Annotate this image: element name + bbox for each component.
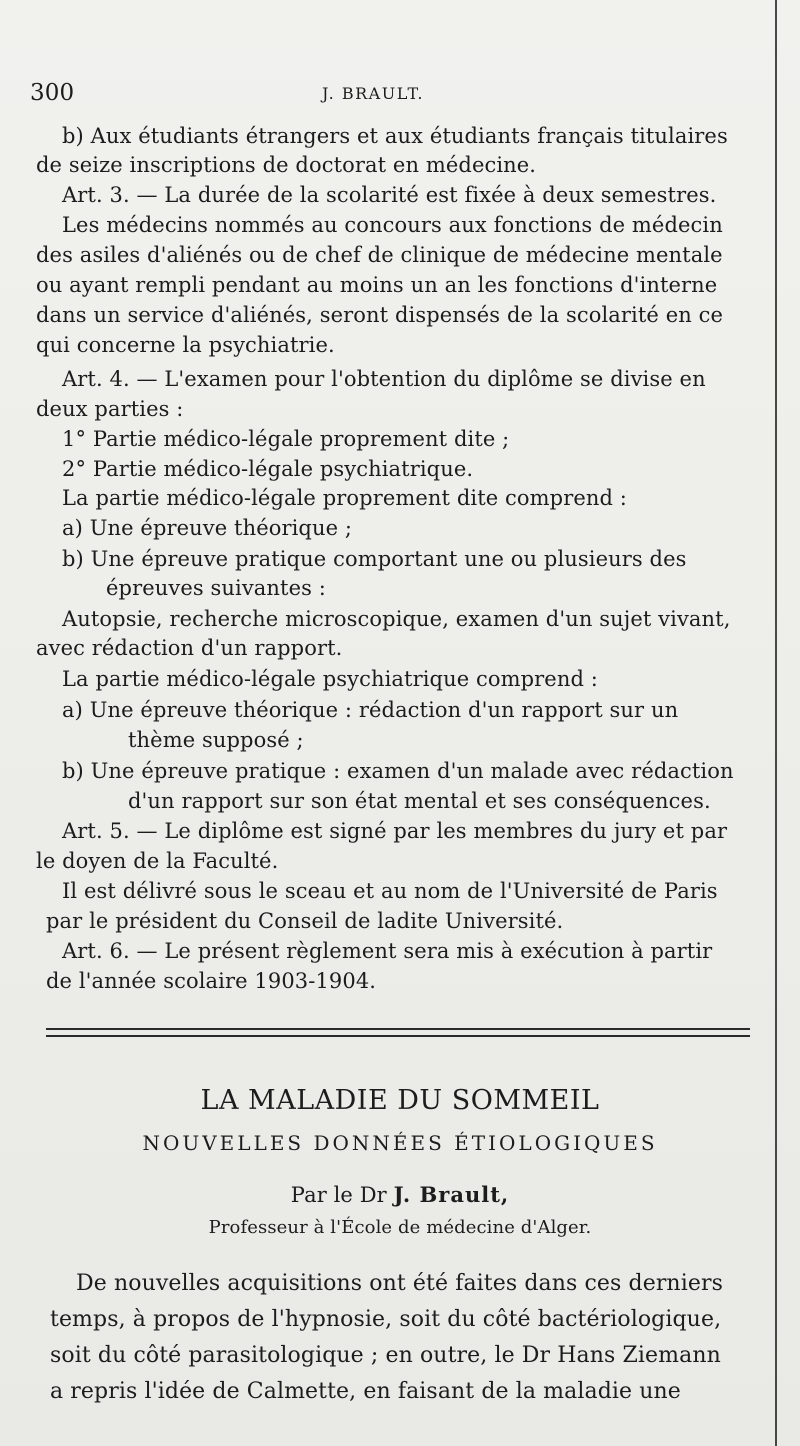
page-number: 300 [30, 80, 75, 106]
text-line: de l'année scolaire 1903-1904. [46, 969, 377, 993]
text-line: le doyen de la Faculté. [36, 849, 279, 873]
text-line: soit du côté parasitologique ; en outre, le Dr Hans Ziemann [50, 1343, 721, 1368]
text-line: Autopsie, recherche microscopique, examen d'un sujet vivant, [62, 607, 731, 631]
text-line: Art. 4. — L'examen pour l'obtention du diplôme se divise en [62, 367, 706, 391]
text-line: qui concerne la psychiatrie. [36, 333, 335, 357]
running-head: J. BRAULT. [322, 84, 424, 103]
text-line: de seize inscriptions de doctorat en médecine. [36, 153, 537, 177]
article-author [0, 1180, 800, 1210]
text-line: d'un rapport sur son état mental et ses conséquences. [128, 789, 711, 813]
text-line: b) Aux étudiants étrangers et aux étudiants français titulaires [62, 124, 728, 148]
text-line: dans un service d'aliénés, seront dispensés de la scolarité en ce [36, 303, 724, 327]
text-line: b) Une épreuve pratique : examen d'un malade avec rédaction [62, 759, 734, 783]
text-line: 2° Partie médico-légale psychiatrique. [62, 457, 474, 481]
text-line: thème supposé ; [128, 728, 304, 752]
text-line: a) Une épreuve théorique : rédaction d'un rapport sur un [62, 698, 679, 722]
article-title: LA MALADIE DU SOMMEIL [200, 1085, 600, 1116]
text-line: Il est délivré sous le sceau et au nom de l'Université de Paris [62, 879, 718, 903]
author-affiliation: Professeur à l'École de médecine d'Alger. [208, 1217, 592, 1238]
separator-rule [46, 1028, 750, 1030]
text-line: La partie médico-légale psychiatrique comprend : [62, 667, 598, 691]
text-line: avec rédaction d'un rapport. [36, 636, 343, 660]
article-subtitle: NOUVELLES DONNÉES ÉTIOLOGIQUES [142, 1131, 658, 1155]
text-line: des asiles d'aliénés ou de chef de clinique de médecine mentale [36, 243, 723, 267]
text-line: La partie médico-légale proprement dite comprend : [62, 486, 627, 510]
text-line: b) Une épreuve pratique comportant une ou plusieurs des [62, 547, 687, 571]
text-line: Les médecins nommés au concours aux fonctions de médecin [62, 213, 723, 237]
text-line: ou ayant rempli pendant au moins un an les fonctions d'interne [36, 273, 718, 297]
text-line: a repris l'idée de Calmette, en faisant de la maladie une [50, 1379, 681, 1404]
separator-rule [46, 1035, 750, 1037]
text-line: 1° Partie médico-légale proprement dite ; [62, 427, 510, 451]
text-line: par le président du Conseil de ladite Université. [46, 909, 564, 933]
text-line: temps, à propos de l'hypnosie, soit du côté bactériologique, [50, 1307, 722, 1332]
text-line: Art. 3. — La durée de la scolarité est fixée à deux semestres. [62, 183, 717, 207]
text-line: a) Une épreuve théorique ; [62, 516, 353, 540]
author-name: J. Brault, [393, 1182, 510, 1207]
text-line: Art. 6. — Le présent règlement sera mis à exécution à partir [62, 939, 713, 963]
text-line: Art. 5. — Le diplôme est signé par les membres du jury et par [62, 819, 728, 843]
text-line: épreuves suivantes : [106, 576, 326, 600]
text-line: deux parties : [36, 397, 184, 421]
author-prefix: Par le Dr [290, 1183, 387, 1207]
text-line: De nouvelles acquisitions ont été faites dans ces derniers [76, 1271, 723, 1296]
